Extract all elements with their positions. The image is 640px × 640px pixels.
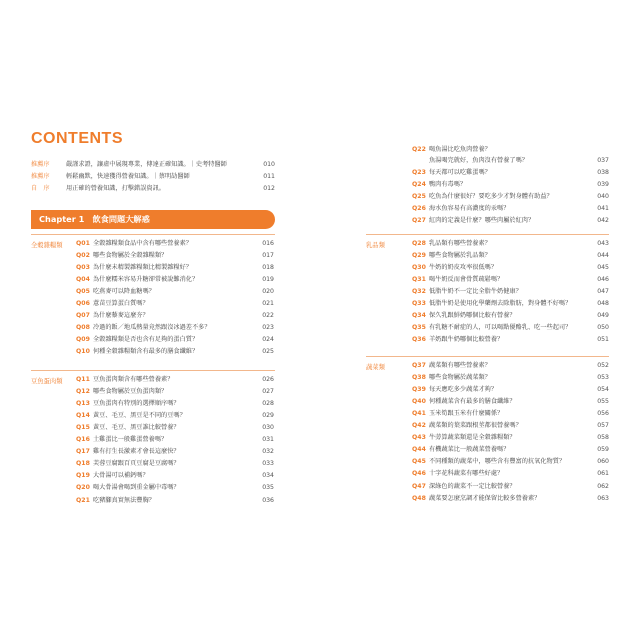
question-number: Q45 — [412, 458, 426, 466]
question-title: 蔬菜類有哪些營養素？ — [429, 362, 491, 369]
preface-page: 010 — [263, 161, 275, 168]
question-number: Q35 — [412, 324, 426, 332]
question-title: 為什麼藜麥這麼夯？ — [93, 312, 149, 320]
question-title: 紅肉的定義是什麼？哪些肉屬於紅肉？ — [429, 217, 535, 225]
question-title: 有乳糖不耐症的人，可以喝點優酪乳、吃一些起司？ — [429, 324, 572, 332]
page-number: 045 — [597, 264, 609, 272]
preface-row[interactable] — [31, 185, 275, 193]
toc-entry[interactable] — [412, 322, 609, 334]
question-number: Q43 — [412, 434, 426, 442]
question-title: 不同種類的蔬菜中，哪些含有豐富的抗氧化物質？ — [429, 458, 566, 466]
toc-entry[interactable] — [412, 444, 609, 456]
question-number: Q27 — [412, 217, 426, 225]
question-title: 十字花科蔬菜有哪些好處？ — [429, 470, 504, 478]
page-number: 063 — [597, 494, 609, 502]
toc-entry[interactable] — [76, 410, 274, 422]
question-title: 喝魚湯比吃魚肉營養？ — [429, 146, 491, 153]
question-number: Q41 — [412, 410, 426, 418]
section-divider — [31, 234, 275, 235]
page-number: 055 — [597, 398, 609, 406]
toc-entry[interactable] — [76, 286, 274, 298]
page-number: 036 — [262, 496, 274, 504]
page-number: 017 — [262, 252, 274, 260]
toc-entry[interactable] — [412, 396, 609, 408]
toc-entry[interactable] — [76, 386, 274, 398]
toc-entry[interactable] — [412, 250, 609, 262]
page-number: 027 — [262, 388, 274, 396]
question-title: 哪些食物屬於乳品類？ — [429, 252, 491, 260]
question-number: Q29 — [412, 252, 426, 260]
page-number: 031 — [262, 436, 274, 444]
question-number: Q20 — [76, 484, 90, 492]
question-title: 雞有打生長激素才會長這麼快？ — [93, 448, 180, 456]
page-number: 039 — [597, 181, 609, 189]
section-divider — [366, 356, 609, 357]
question-number: Q39 — [412, 386, 426, 394]
question-number: Q44 — [412, 446, 426, 454]
toc-entry[interactable] — [76, 322, 274, 334]
page-number: 035 — [262, 484, 274, 492]
preface-text: 嚴謹求證，讓虛中展現專業，傳達正確知識。｜史考特醫師 — [66, 161, 227, 168]
question-title: 冷過的飯／地瓜熱量竟然跟沒冰過差不多？ — [93, 324, 211, 332]
question-title: 豆魚蛋肉類含有哪些營養素？ — [93, 376, 174, 383]
preface-label: 自 序 — [31, 185, 50, 192]
toc-entry[interactable] — [76, 374, 274, 386]
toc-entry[interactable] — [76, 262, 274, 274]
question-title: 低脂牛奶是使用化學藥劑去除脂肪，對身體不好嗎？ — [429, 300, 572, 308]
question-number: Q28 — [412, 240, 426, 247]
question-title: 海水魚容易有高濃度的汞嗎？ — [429, 205, 510, 213]
question-number: Q42 — [412, 422, 426, 430]
section-divider — [31, 370, 275, 371]
question-number: Q18 — [76, 460, 90, 468]
page-number: 025 — [262, 348, 274, 356]
toc-entry[interactable] — [412, 298, 609, 310]
page-number: 030 — [262, 424, 274, 432]
toc-entry[interactable] — [412, 334, 609, 346]
toc-entry[interactable] — [76, 422, 274, 434]
question-number: Q03 — [76, 264, 90, 272]
toc-entry[interactable] — [412, 191, 609, 203]
preface-label: 推薦序 — [31, 173, 50, 180]
page-number: 016 — [262, 240, 274, 247]
question-title: 蔬菜要怎麼烹調才能保留比較多營養素？ — [429, 494, 541, 502]
question-number: Q31 — [412, 276, 426, 284]
toc-entry[interactable] — [412, 468, 609, 480]
question-number: Q09 — [76, 336, 90, 344]
question-number: Q15 — [76, 424, 90, 432]
question-title: 哪些食物屬於全穀雜糧類？ — [93, 252, 168, 260]
preface-text: 用正確的營養知識，打擊錯誤資訊。 — [66, 185, 165, 192]
toc-entry[interactable] — [76, 398, 274, 410]
toc-entry[interactable] — [76, 470, 274, 482]
question-title: 羊奶跟牛奶哪個比較營養？ — [429, 336, 504, 344]
question-number: Q24 — [412, 181, 426, 189]
toc-entry[interactable] — [412, 167, 609, 179]
page-number: 041 — [597, 205, 609, 213]
page-number: 023 — [262, 324, 274, 332]
page-number: 042 — [597, 217, 609, 225]
question-number: Q25 — [412, 193, 426, 201]
toc-entry[interactable] — [76, 334, 274, 346]
section-label: 豆魚蛋肉類 — [31, 378, 63, 385]
page-number: 018 — [262, 264, 274, 272]
question-title: 豆魚蛋肉有特別的選擇順序嗎？ — [93, 400, 180, 408]
question-number: Q12 — [76, 388, 90, 396]
page-number: 040 — [597, 193, 609, 201]
page-number: 051 — [597, 336, 609, 344]
question-number: Q16 — [76, 436, 90, 444]
preface-page: 012 — [263, 185, 275, 192]
question-number: Q14 — [76, 412, 90, 420]
page-number: 022 — [262, 312, 274, 320]
question-number: Q37 — [412, 362, 426, 369]
toc-entry[interactable] — [412, 286, 609, 298]
page-number: 043 — [597, 240, 609, 247]
question-title: 土雞蛋比一般雞蛋營養嗎？ — [93, 436, 168, 444]
question-title: 深綠色的蔬菜不一定比較營養？ — [429, 482, 516, 490]
preface-row[interactable] — [31, 173, 275, 181]
page-number: 024 — [262, 336, 274, 344]
toc-entry[interactable] — [412, 456, 609, 468]
preface-row[interactable] — [31, 161, 275, 169]
page-number: 029 — [262, 412, 274, 420]
page-number: 058 — [597, 434, 609, 442]
question-number: Q33 — [412, 300, 426, 308]
question-number: Q17 — [76, 448, 90, 456]
question-number: Q05 — [76, 288, 90, 296]
page-number: 028 — [262, 400, 274, 408]
page-number: 049 — [597, 312, 609, 320]
page-number: 034 — [262, 472, 274, 480]
question-number: Q46 — [412, 470, 426, 478]
question-number: Q19 — [76, 472, 90, 480]
question-title: 哪些食物屬於豆魚蛋肉類？ — [93, 388, 168, 396]
question-title: 哪些食物屬於蔬菜類？ — [429, 374, 491, 382]
page-number: 057 — [597, 422, 609, 430]
toc-entry[interactable] — [76, 250, 274, 262]
toc-entry[interactable] — [412, 408, 609, 420]
page-number: 054 — [597, 386, 609, 394]
toc-entry[interactable] — [412, 432, 609, 444]
page-number: 061 — [597, 470, 609, 478]
question-title: 牛蒡算蔬菜類還是全穀雜糧類？ — [429, 434, 516, 442]
toc-entry[interactable] — [76, 434, 274, 446]
question-number: Q13 — [76, 400, 90, 408]
toc-entry[interactable] — [76, 346, 274, 358]
toc-entry[interactable] — [76, 238, 274, 250]
question-title: 為什麼未精製雜糧類比精製雜糧好？ — [93, 264, 192, 272]
question-number: Q48 — [412, 494, 426, 502]
section-label: 乳品類 — [366, 242, 385, 249]
page-number: 050 — [597, 324, 609, 332]
toc-entry[interactable] — [412, 372, 609, 384]
question-number: Q26 — [412, 205, 426, 213]
question-number: Q02 — [76, 252, 90, 260]
page-number: 019 — [262, 276, 274, 284]
question-number: Q06 — [76, 300, 90, 308]
page-title: CONTENTS — [31, 130, 123, 147]
question-number: Q21 — [76, 496, 90, 504]
question-title: 乳品類有哪些營養素？ — [429, 240, 491, 247]
toc-entry[interactable] — [412, 384, 609, 396]
page-number: 037 — [597, 157, 609, 164]
question-title: 有機蔬菜比一般蔬菜營養嗎？ — [429, 446, 510, 454]
question-title: 喝大骨湯會喝到重金屬中毒嗎？ — [93, 484, 180, 492]
question-number: Q10 — [76, 348, 90, 356]
chapter-heading: Chapter 1 飲食問題大解惑 — [31, 210, 275, 229]
question-number: Q36 — [412, 336, 426, 344]
page-number: 038 — [597, 169, 609, 176]
toc-entry[interactable] — [76, 310, 274, 322]
question-title: 牛奶的奶皮攻率很低嗎？ — [429, 264, 498, 272]
question-title: 低脂牛奶不一定比全脂牛奶健康？ — [429, 288, 522, 296]
page-number: 053 — [597, 374, 609, 382]
question-title: 黃豆、毛豆、黑豆是不同的豆嗎？ — [93, 412, 186, 420]
question-title: 吃豬腳真實無法豐胸？ — [93, 496, 155, 504]
question-title: 玉米筍跟玉米有什麼關係？ — [429, 410, 504, 418]
section-divider — [366, 234, 609, 235]
page-number: 059 — [597, 446, 609, 454]
question-title: 鴨肉有毒嗎？ — [429, 181, 467, 189]
preface-text: 輕鬆幽默，快速獲得營養知識。｜蔡明劼醫師 — [66, 173, 190, 180]
question-number: Q22 — [412, 146, 426, 153]
page-number: 026 — [262, 376, 274, 383]
toc-entry[interactable] — [412, 360, 609, 372]
question-number: Q01 — [76, 240, 90, 247]
page-number: 033 — [262, 460, 274, 468]
toc-entry[interactable] — [76, 482, 274, 494]
toc-entry[interactable] — [412, 203, 609, 215]
question-title: 每天都可以吃雞蛋嗎？ — [429, 169, 491, 176]
question-title: 全穀雜糧類食品中含有哪些營養素？ — [93, 240, 192, 247]
section-label: 蔬菜類 — [366, 364, 385, 371]
page-number: 047 — [597, 288, 609, 296]
question-number: Q30 — [412, 264, 426, 272]
question-title: 保久乳跟鮮奶哪個比較有營養？ — [429, 312, 516, 320]
toc-entry[interactable] — [412, 481, 609, 493]
page-number: 032 — [262, 448, 274, 456]
question-title: 蔬菜類的葉菜跟根莖都很營養嗎？ — [429, 422, 522, 430]
question-title: 何種全穀雜糧類含有最多的膳食纖維？ — [93, 348, 199, 356]
toc-entry[interactable] — [412, 215, 609, 227]
toc-entry[interactable] — [412, 493, 609, 505]
toc-entry[interactable] — [76, 298, 274, 310]
preface-label: 推薦序 — [31, 161, 50, 168]
question-number: Q32 — [412, 288, 426, 296]
question-title-line2: 魚湯喝完就好，魚肉沒有營養了嗎？ — [429, 157, 528, 164]
preface-page: 011 — [263, 173, 275, 180]
question-title: 薏苗豆算蛋白質嗎？ — [93, 300, 149, 308]
page-number: 056 — [597, 410, 609, 418]
page-number: 021 — [262, 300, 274, 308]
page-number: 044 — [597, 252, 609, 260]
toc-entry[interactable] — [76, 458, 274, 470]
question-number: Q34 — [412, 312, 426, 320]
toc-entry[interactable] — [76, 274, 274, 286]
question-number: Q47 — [412, 482, 426, 490]
toc-entry[interactable] — [412, 238, 609, 250]
toc-entry[interactable] — [412, 310, 609, 322]
question-title: 喝牛奶反而會骨質疏鬆嗎？ — [429, 276, 504, 284]
question-title: 吃燕麥可以降血糖嗎？ — [93, 288, 155, 296]
question-title: 為什麼糯米容易升糖卻常被說難消化？ — [93, 276, 199, 284]
question-number: Q23 — [412, 169, 426, 176]
question-number: Q40 — [412, 398, 426, 406]
page-number: 060 — [597, 458, 609, 466]
toc-entry[interactable] — [76, 495, 274, 507]
question-title: 每天應吃多少蔬菜才夠？ — [429, 386, 498, 394]
question-number: Q38 — [412, 374, 426, 382]
page-number: 062 — [597, 482, 609, 490]
page-number: 020 — [262, 288, 274, 296]
question-number: Q04 — [76, 276, 90, 284]
question-title: 全穀雜糧類是否也含有足夠的蛋白質？ — [93, 336, 199, 344]
toc-entry[interactable] — [412, 179, 609, 191]
toc-entry[interactable] — [412, 262, 609, 274]
toc-entry[interactable] — [412, 144, 609, 167]
question-title: 大骨湯可以補鈣嗎？ — [93, 472, 149, 480]
question-title: 芙蓉豆腐跟百頁豆腐是豆腐嗎？ — [93, 460, 180, 468]
page-number: 046 — [597, 276, 609, 284]
toc-entry[interactable] — [412, 274, 609, 286]
question-title: 吃魚為什麼很好？要吃多少才對身體有助益？ — [429, 193, 553, 201]
page-number: 052 — [597, 362, 609, 369]
question-title: 何種蔬菜含有最多的膳食纖維？ — [429, 398, 516, 406]
question-number: Q07 — [76, 312, 90, 320]
question-title: 黃豆、毛豆、黑豆誰比較營養？ — [93, 424, 180, 432]
question-number: Q08 — [76, 324, 90, 332]
toc-entry[interactable] — [412, 420, 609, 432]
question-number: Q11 — [76, 376, 90, 383]
page-number: 048 — [597, 300, 609, 308]
section-label: 全穀雜糧類 — [31, 242, 63, 249]
toc-entry[interactable] — [76, 446, 274, 458]
